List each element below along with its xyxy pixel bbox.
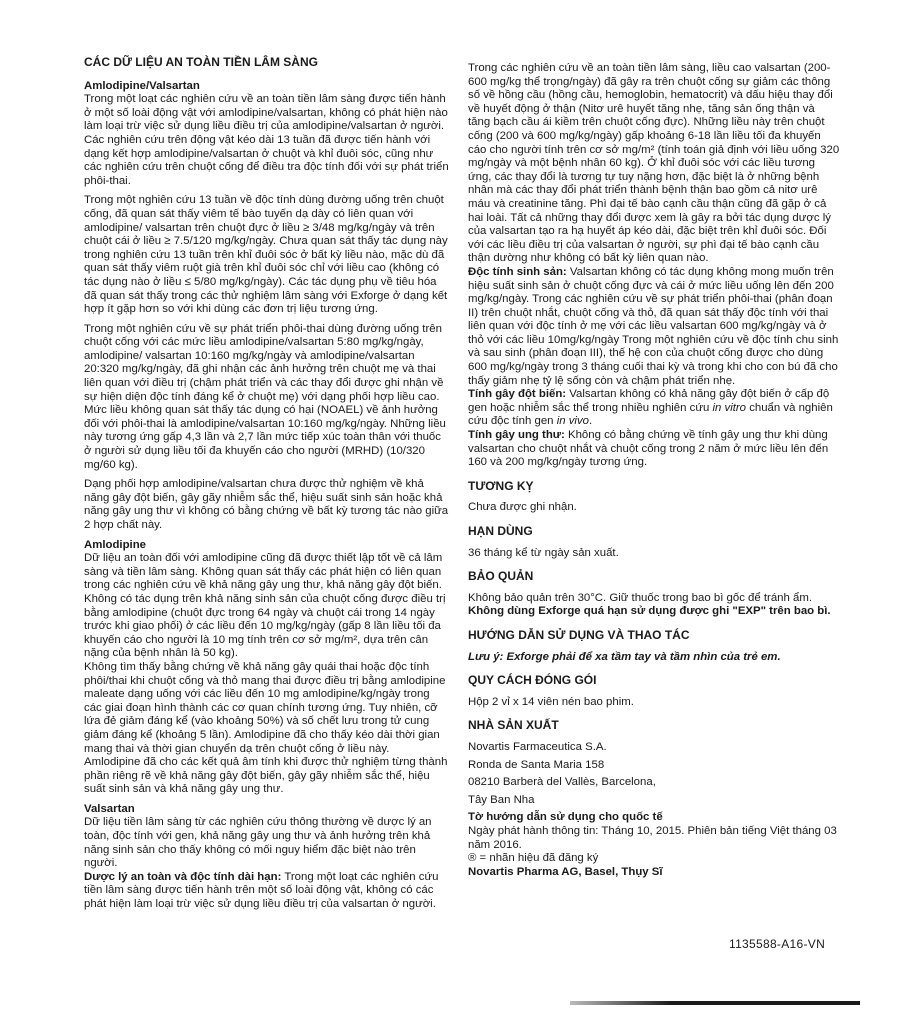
usage-text: Lưu ý: Exforge phải để xa tầm tay và tầm nhìn của trẻ em.	[468, 650, 781, 663]
in-vivo-text: in vivo	[556, 415, 589, 428]
address-line: Ronda de Santa Maria 158	[468, 758, 605, 771]
preclinical-heading: CÁC DỮ LIỆU AN TOÀN TIỀN LÂM SÀNG	[84, 55, 318, 69]
company-name: Novartis Pharma AG, Basel, Thụy Sĩ	[468, 865, 663, 878]
manufacturer-title: NHÀ SẢN XUẤT	[468, 718, 559, 733]
paragraph	[468, 429, 840, 470]
storage-warning: Không dùng Exforge quá hạn sử dụng được ghi "EXP" trên bao bì.	[468, 605, 831, 618]
address-line: 08210 Barberà del Vallès, Barcelona,	[468, 776, 656, 789]
storage-text: Không bảo quản trên 30°C. Giữ thuốc trong bao bì gốc để tránh ẩm.	[468, 591, 812, 604]
mutagenicity-text: .	[588, 415, 593, 428]
paragraph: Dữ liệu an toàn đối với amlodipine cũng đã được thiết lập tốt về cả lâm sàng và tiền lâm sàng. Không quan sát thấy các phát hiện có liên quan trong các nghiên cứu về khả năng gây ung thư, khả năng gây đột biến.	[84, 552, 443, 592]
paragraph: Amlodipine đã cho các kết quả âm tính khi được thử nghiệm từng thành phần riêng rẽ về khả năng gây đột biến, gây gãy nhiễm sắc thể, hiệu suất sinh sản và khả năng gây ung thư.	[84, 756, 448, 796]
valsartan-title: Valsartan	[84, 802, 135, 815]
safety-text: Trong một loạt các nghiên cứu tiền lâm sàng được tiến hành trên một số loài động vật, không có các phát hiện làm loại trừ việc sử dụng liều điều trị của valsartan ở người.	[84, 870, 439, 911]
shelf-life-title: HẠN DÙNG	[468, 524, 533, 538]
document-code: 1135588-A16-VN	[729, 937, 826, 951]
paragraph: Không tìm thấy bằng chứng về khả năng gây quái thai hoặc độc tính phôi/thai khi chuột cống và thỏ mang thai được điều trị bằng amlodipine maleate dạng uống với các liều đến 10 mg amlodipine/kg/ngày trong các giai đoạn hình thành các cơ quan chính tương ứng. Tuy nhiên, cỡ lứa đẻ giảm đáng kể (vào khoảng 50%) và số chết lưu trong tử cung giảm đáng kể (khoảng 5 lần). Amlodipine đã cho thấy kéo dài thời gian mang thai và thời gian chuyển dạ trên chuột cống ở liều này.	[84, 660, 446, 755]
paragraph: Trong một nghiên cứu 13 tuần về độc tính dùng đường uống trên chuột cống, đã quan sát thấy viêm tế bào tuyến dạ dày có liên quan với amlodipine/ valsartan trên chuột đực ở liều ≥ 3/48 mg/kg/ngày và trên chuột cái ở liều ≥ 7.5/120 mg/kg/ngày. Chưa quan sát thấy tác dụng này trong nghiên cứu 13 tuần trên khỉ đuôi sóc ở bất kỳ liều nào, mặc dù đã quan sát thấy viêm ruột già trên khỉ đuôi sóc chỉ với liều cao (không có tác dụng nào ở liều ≤ 5/80 mg/kg/ngày). Các tác dụng phụ về tiêu hóa đã quan sát thấy trong các thử nghiệm lâm sàng với Exforge ở dạng kết hợp ít gặp hơn so với khi dùng các đơn trị liệu tương ứng.	[84, 194, 448, 316]
interactions-text: Chưa được ghi nhận.	[468, 501, 577, 514]
packaging-text: Hộp 2 vỉ x 14 viên nén bao phim.	[468, 695, 634, 708]
shelf-life-text: 36 tháng kể từ ngày sản xuất.	[468, 546, 619, 559]
paragraph: Trong một loạt các nghiên cứu về an toàn tiền lâm sàng được tiến hành ở một số loài động vật với amlodipine/valsartan, không có phát hiện nào làm loại trừ việc sử dụng liều điều trị của amlodipine/valsartan ở người. Các nghiên cứu trên động vật kéo dài 13 tuần đã được tiến hành với dạng kết hợp amlodipine/valsartan ở chuột và khỉ đuôi sóc, cũng như các nghiên cứu trên chuột cống để điều tra độc tính đối với sự phát triển phôi-thai.	[84, 93, 449, 187]
address-line: Tây Ban Nha	[468, 793, 535, 806]
usage-title: HƯỚNG DẪN SỬ DỤNG VÀ THAO TÁC	[468, 627, 690, 642]
paragraph: Trong một nghiên cứu về sự phát triển phôi-thai dùng đường uống trên chuột cống với các mức liều amlodipine/valsartan 5:80 mg/kg/ngày, amlodipine/ valsartan 10:160 mg/kg/ngày và amlodipine/valsartan 20:320 mg/kg/ngày, đã ghi nhận các ảnh hưởng trên chuột mẹ và thai liên quan với điều trị (chậm phát triển và các thay đổi được ghi nhận về sự hiện diện độc tính đáng kể ở chuột mẹ) với dạng phối hợp liều cao. Mức liều không quan sát thấy tác dụng có hại (NOAEL) về ảnh hưởng đối với phôi-thai là amlodipine/valsartan 10:160 mg/kg/ngày. Những liều này tương ứng gấp 4,3 lần và 2,7 lần mức tiếp xúc toàn thân với thuốc ở người sử dụng liều tối đa khuyến cáo cho người (MRHD) (10/320 mg/60 kg).	[84, 322, 446, 471]
paragraph	[468, 266, 840, 388]
packaging-title: QUY CÁCH ĐÓNG GÓI	[468, 673, 597, 688]
address-line: Novartis Farmaceutica S.A.	[468, 740, 607, 753]
mutagenicity-text: Valsartan không có khả năng gây đột biến ở cấp độ gen hoặc nhiễm sắc thể trong nhiều nghiên cứu	[468, 388, 830, 414]
amlodipine-title: Amlodipine	[84, 538, 147, 551]
bottom-rule	[570, 1001, 860, 1005]
storage-title: BẢO QUẢN	[468, 569, 534, 584]
in-vitro-text: in vitro	[712, 401, 747, 414]
mutagenicity-text: chuẩn và nghiên cứu độc tính gen	[468, 401, 833, 428]
paragraph: Không có tác dụng trên khả năng sinh sản của chuột cống được điều trị bằng amlodipine (chuột đực trong 64 ngày và chuột cái trong 14 ngày trước khi giao phối) ở các liều đến 10 mg/kg/ngày (gấp 8 lần liều tối đa khuyến cáo cho người là 10 mg tính trên cơ sở mg/m², dựa trên cân nặng của bệnh nhân là 50 kg).	[84, 592, 446, 660]
paragraph	[468, 388, 840, 429]
right-column	[468, 62, 840, 885]
paragraph: Trong các nghiên cứu về an toàn tiền lâm sàng, liều cao valsartan (200-600 mg/kg thể trọng/ngày) đã gây ra trên chuột cống sự giảm các thông số về hồng cầu (hồng cầu, hemoglobin, hematocrit) và dấu hiệu thay đổi về huyết động ở thận (Nitơ urê huyết tăng nhẹ, tăng sản ống thận và tăng bạch cầu ái kiềm trên chuột cống đực). Những liều này trên chuột cống (200 và 600 mg/kg/ngày) gấp khoảng 6-18 lần liều tối đa khuyến cáo cho người tính trên cơ sở mg/m² (tính toán giả định với liều uống 320 mg/ngày và một bệnh nhân 60 kg). Ở khỉ đuôi sóc với các liều tương ứng, các thay đổi là tương tự tuy nặng hơn, đặc biệt là ở những bệnh nhân mà các thay đổi phát triển thành bệnh thận bao gồm cả nitơ urê máu và creatinine tăng. Phì đại tế bào cạnh cầu thận cũng đã gặp ở cả hai loài. Tất cả những thay đổi được xem là gây ra bởi tác dụng dược lý của valsartan tạo ra hạ huyết áp kéo dài, đặc biệt trên khỉ đuôi sóc. Đối với các liều điều trị của valsartan ở người, sự phì đại tế bào cạnh cầu thận dường như không có bất kỳ liên quan nào.	[468, 62, 840, 265]
paragraph: Dạng phối hợp amlodipine/valsartan chưa được thử nghiệm về khả năng gây đột biến, gây gãy nhiễm sắc thể, hiệu suất sinh sản hoặc khả năng gây ung thư vì không có bằng chứng về bất kỳ tương tác nào giữa 2 hợp chất này.	[84, 478, 449, 531]
interactions-title: TƯƠNG KỴ	[468, 478, 534, 493]
trademark-note: ® = nhãn hiệu đã đăng ký	[468, 852, 599, 865]
mutagenicity-label: Tính gây đột biến:	[468, 388, 567, 401]
manufacturer-address	[468, 741, 840, 807]
repro-tox-label: Độc tính sinh sản:	[468, 265, 567, 278]
amlodipine-valsartan-title: Amlodipine/Valsartan	[84, 79, 200, 92]
left-column	[84, 56, 450, 918]
paragraph: Dữ liệu tiền lâm sàng từ các nghiên cứu thông thường về dược lý an toàn, độc tính với gen, khả năng gây ung thư và ảnh hưởng trên khả năng sinh sản cho thấy không có mối nguy hiểm đặc biệt nào trên người.	[84, 816, 432, 870]
carcinogenicity-text: Không có bằng chứng về tính gây ung thư khi dùng valsartan cho chuột nhắt và chuột cống trong 2 năm ở mức liều lên đến 160 và 200 mg/kg/ngày tương ứng.	[468, 429, 829, 469]
safety-label: Dược lý an toàn và độc tính dài hạn:	[84, 870, 282, 883]
repro-tox-text: Valsartan không có tác dụng không mong muốn trên hiệu suất sinh sản ở chuột cống đực và cái ở mức liều uống lên đến 200 mg/kg/ngày. Trong các nghiên cứu về sự phát triển phôi-thai (phân đoạn II) trên chuột nhắt, chuột cống và thỏ, đã quan sát thấy độc tính với thai liên quan với độc tính ở mẹ với các liều valsartan 600 mg/kg/ngày và ở thỏ với các liều 10mg/kg/ngày Trong một nghiên cứu về độc tính chu sinh và sau sinh (phân đoạn III), thế hệ con của chuột cống được cho dùng 600 mg/kg/ngày trong 3 tháng cuối thai kỳ và trong khi cho con bú đã cho thấy giảm nhẹ tỷ lệ sống còn và chậm phát triển nhẹ.	[468, 265, 839, 387]
international-leaflet-title: Tờ hướng dẫn sử dụng cho quốc tế	[468, 811, 663, 824]
paragraph	[84, 871, 450, 912]
carcinogenicity-label: Tính gây ung thư:	[468, 429, 565, 442]
issue-date-text: Ngày phát hành thông tin: Tháng 10, 2015. Phiên bản tiếng Việt tháng 03 năm 2016.	[468, 824, 837, 851]
